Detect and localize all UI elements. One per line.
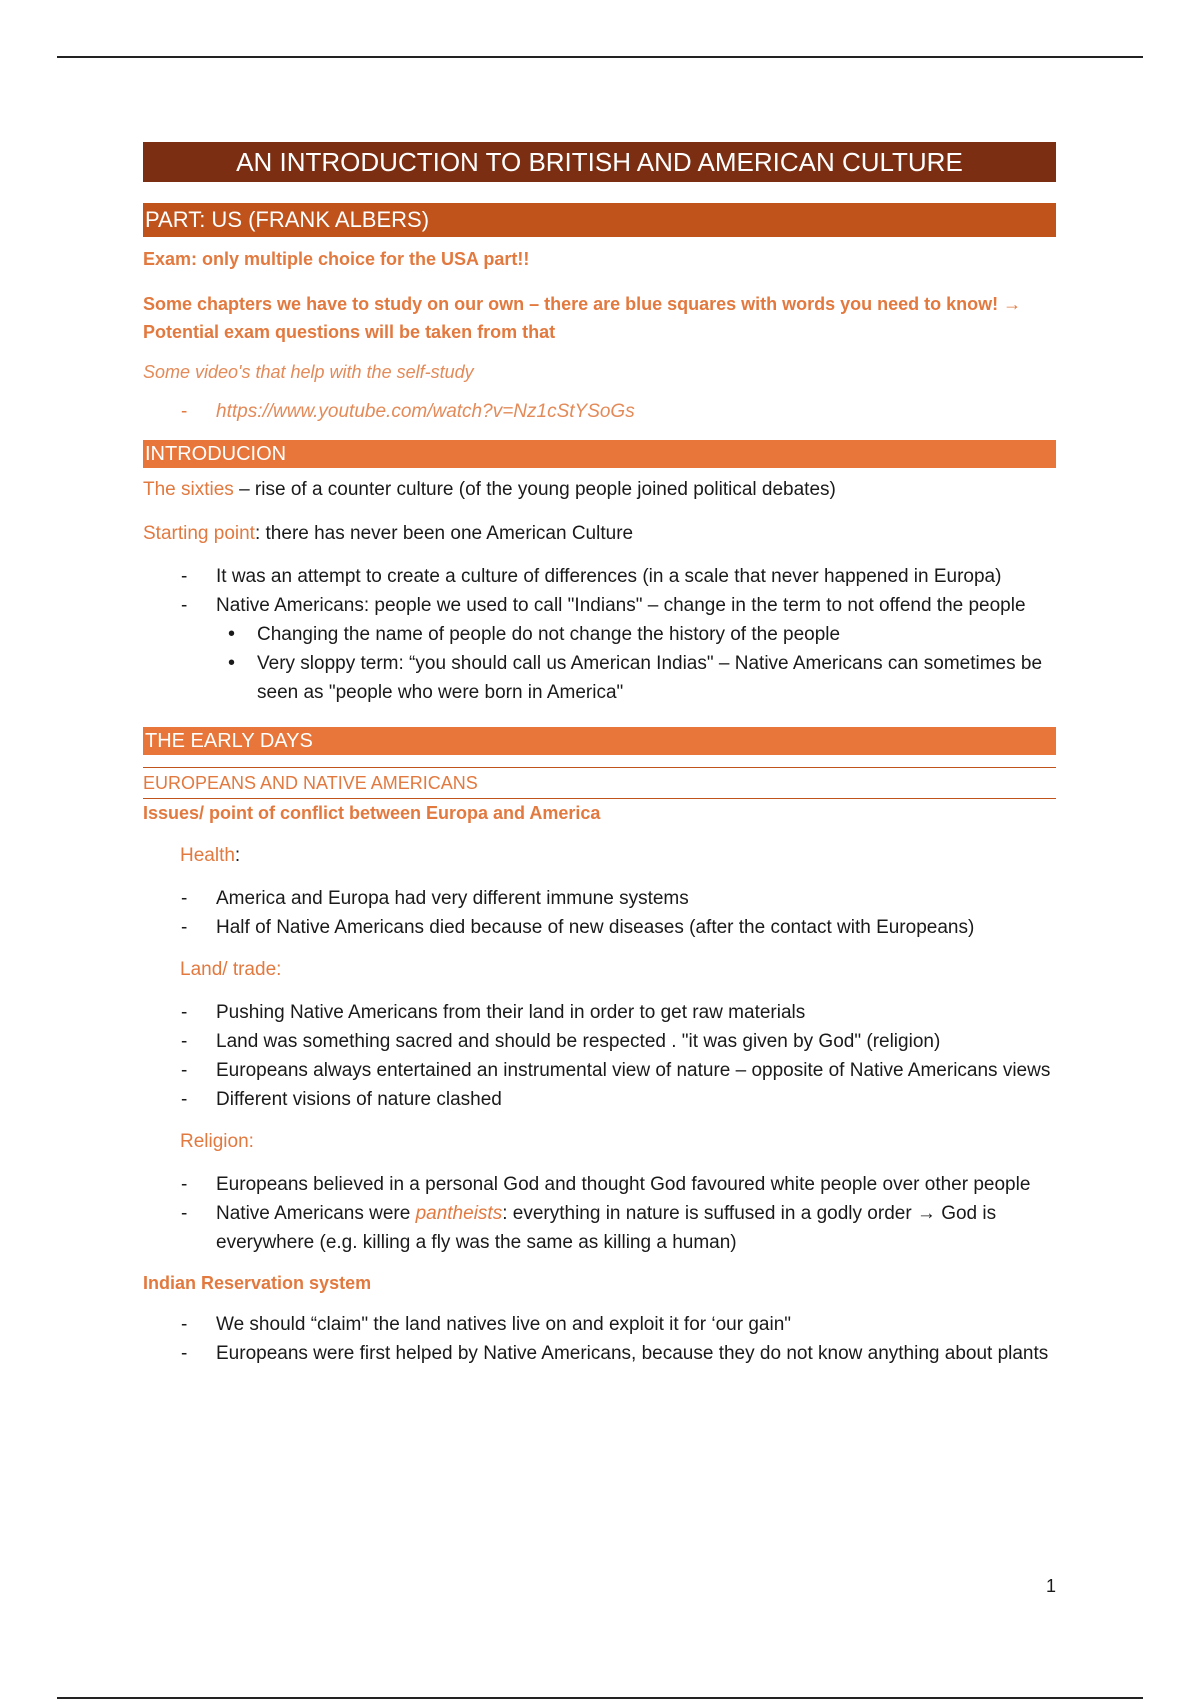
list-item: • Changing the name of people do not change the history of the people bbox=[143, 620, 1056, 649]
page-number: 1 bbox=[1046, 1576, 1057, 1596]
land-trade-heading: Land/ trade: bbox=[180, 959, 282, 980]
study-note: Some chapters we have to study on our own – there are blue squares with words you need to know! → Potential exam questions will be taken from that bbox=[143, 294, 1022, 342]
pantheists-pre: Native Americans were bbox=[216, 1203, 416, 1224]
list-item: - Half of Native Americans died because of new diseases (after the contact with Europeans) bbox=[143, 913, 1056, 942]
list-item bbox=[143, 1199, 1056, 1257]
europeans-natives-subheading: EUROPEANS AND NATIVE AMERICANS bbox=[143, 767, 1056, 799]
religion-heading: Religion: bbox=[180, 1131, 254, 1152]
list-item: - Pushing Native Americans from their land in order to get raw materials bbox=[143, 998, 1056, 1027]
list-item: - Different visions of nature clashed bbox=[143, 1085, 1056, 1114]
religion-list bbox=[143, 1170, 1056, 1257]
starting-point-paragraph bbox=[143, 520, 1056, 548]
list-item: - Europeans always entertained an instrumental view of nature – opposite of Native Americans views bbox=[143, 1056, 1056, 1085]
list-item: - Land was something sacred and should be respected . "it was given by God" (religion) bbox=[143, 1027, 1056, 1056]
part-heading: PART: US (FRANK ALBERS) bbox=[143, 203, 1056, 237]
reservation-list bbox=[143, 1310, 1056, 1368]
intro-sublist bbox=[143, 620, 1056, 707]
early-days-heading: THE EARLY DAYS bbox=[143, 727, 1056, 755]
list-item: - Europeans were first helped by Native Americans, because they do not know anything about plants bbox=[143, 1339, 1056, 1368]
top-rule bbox=[57, 56, 1143, 58]
issues-heading: Issues/ point of conflict between Europa and America bbox=[143, 803, 601, 823]
pantheists-post: : everything in nature is suffused in a godly order → God is everywhere (e.g. killing a fly was the same as killing a human) bbox=[216, 1203, 997, 1253]
list-item: • Very sloppy term: “you should call us American Indias" – Native Americans can sometimes be seen as "people who were born in America" bbox=[143, 649, 1056, 707]
starting-point-text: : there has never been one American Culture bbox=[254, 523, 634, 544]
health-heading bbox=[143, 842, 1056, 870]
health-colon: : bbox=[234, 845, 241, 866]
sixties-term: The sixties bbox=[143, 479, 234, 500]
list-item bbox=[143, 397, 1056, 426]
intro-list bbox=[143, 562, 1056, 620]
reservation-heading: Indian Reservation system bbox=[143, 1273, 372, 1293]
video-note: Some video's that help with the self-study bbox=[143, 362, 474, 382]
exam-note: Exam: only multiple choice for the USA part!! bbox=[143, 249, 530, 269]
list-item: - Native Americans: people we used to call "Indians" – change in the term to not offend the people bbox=[143, 591, 1056, 620]
land-trade-list bbox=[143, 998, 1056, 1114]
health-list bbox=[143, 884, 1056, 942]
pantheists-term: pantheists bbox=[415, 1203, 503, 1224]
intro-heading: INTRODUCION bbox=[143, 440, 1056, 468]
list-item: - Europeans believed in a personal God and thought God favoured white people over other people bbox=[143, 1170, 1056, 1199]
bottom-rule bbox=[57, 1697, 1143, 1699]
sixties-paragraph bbox=[143, 476, 1056, 504]
starting-point-term: Starting point bbox=[143, 523, 255, 544]
list-item: - It was an attempt to create a culture of differences (in a scale that never happened in Europa) bbox=[143, 562, 1056, 591]
document-title: AN INTRODUCTION TO BRITISH AND AMERICAN CULTURE bbox=[143, 142, 1056, 182]
health-label: Health bbox=[180, 845, 235, 866]
list-item: - America and Europa had very different immune systems bbox=[143, 884, 1056, 913]
document-body bbox=[143, 142, 1056, 1368]
sixties-text: – rise of a counter culture (of the young people joined political debates) bbox=[233, 479, 836, 500]
video-list bbox=[143, 397, 1056, 426]
video-link[interactable]: https://www.youtube.com/watch?v=Nz1cStYSoGs bbox=[216, 401, 635, 422]
list-item: - We should “claim" the land natives live on and exploit it for ‘our gain" bbox=[143, 1310, 1056, 1339]
